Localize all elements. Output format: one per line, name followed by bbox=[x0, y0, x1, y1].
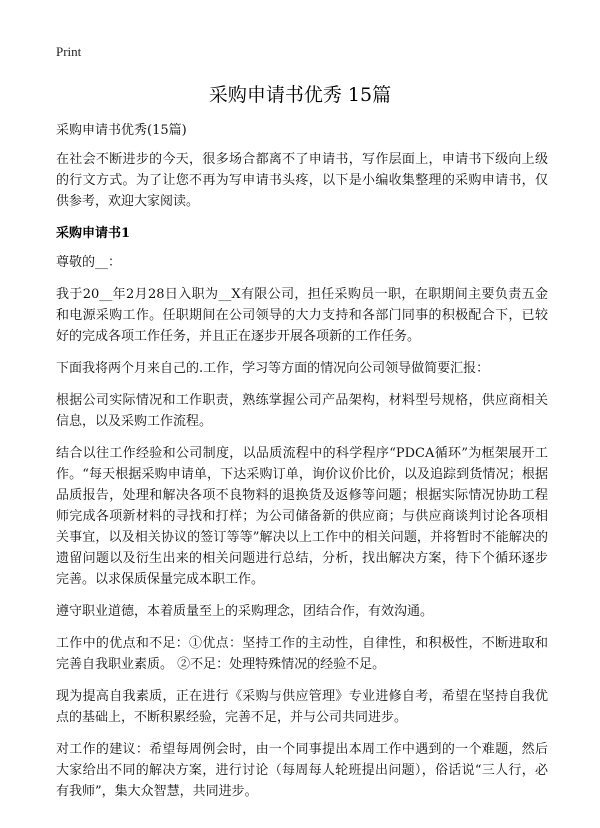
body-paragraph: 结合以往工作经验和公司制度，以品质流程中的科学程序“PDCA循环”为框架展开工作。“每天根据采购申请单，下达采购订单，询价议价比价，以及追踪到货情况；根据品质报告，处理和解决各项不良物料的退换货及返修等问题；根据实际情况协助工程师完成各项新材料的寻找和打样；为公司储备新的供应商；与供应商谈判讨论各项相关事宜，以及相关协议的签订等等”解决以上工作中的相关问题，并将暂时不能解决的遗留问题以及衍生出来的相关问题进行总结，分析，找出解决方案，待下个循环逐步完善。以求保质保量完成本职工作。 bbox=[56, 446, 548, 587]
document-body bbox=[56, 120, 548, 813]
greeting: 尊敬的__： bbox=[56, 255, 122, 270]
body-paragraph: 对工作的建议：希望每周例会时，由一个同事提出本周工作中遇到的一个难题，然后大家给出不同的解决方案，进行讨论（每周每人轮班提出问题），俗话说“三人行，必有我师”，集大众智慧，共同进步。 bbox=[56, 742, 548, 799]
print-link[interactable]: Print bbox=[56, 44, 82, 59]
page-title: 采购申请书优秀 15篇 bbox=[208, 84, 392, 106]
body-paragraph: 现为提高自我素质，正在进行《采购与供应管理》专业进修自考，希望在坚持自我优点的基础上，不断积累经验，完善不足，并与公司共同进步。 bbox=[56, 689, 548, 725]
section-heading: 采购申请书1 bbox=[56, 226, 131, 241]
intro-paragraph: 在社会不断进步的今天，很多场合都离不了申请书，写作层面上，申请书下级向上级的行文方式。为了让您不再为写申请书头疼，以下是小编收集整理的采购申请书，仅供参考，欢迎大家阅读。 bbox=[56, 152, 548, 209]
body-paragraph: 工作中的优点和不足：①优点：坚持工作的主动性，自律性，和积极性，不断进取和完善自我职业素质。 ②不足：处理特殊情况的经验不足。 bbox=[56, 636, 548, 672]
body-paragraph: 我于20__年2月28日入职为__X有限公司，担任采购员一职，在职期间主要负责五金和电源采购工作。任职期间在公司领导的大力支持和各部门同事的积极配合下，已较好的完成各项工作任务，并且正在逐步开展各项新的工作任务。 bbox=[56, 287, 548, 344]
body-paragraph: 根据公司实际情况和工作职责，熟练掌握公司产品架构，材料型号规格，供应商相关信息，以及采购工作流程。 bbox=[56, 393, 548, 429]
document-subtitle: 采购申请书优秀(15篇) bbox=[56, 123, 187, 138]
body-paragraph: 遵守职业道德，本着质量至上的采购理念，团结合作，有效沟通。 bbox=[56, 604, 434, 619]
body-paragraph: 下面我将两个月来自己的.工作，学习等方面的情况向公司领导做简要汇报： bbox=[56, 361, 490, 376]
